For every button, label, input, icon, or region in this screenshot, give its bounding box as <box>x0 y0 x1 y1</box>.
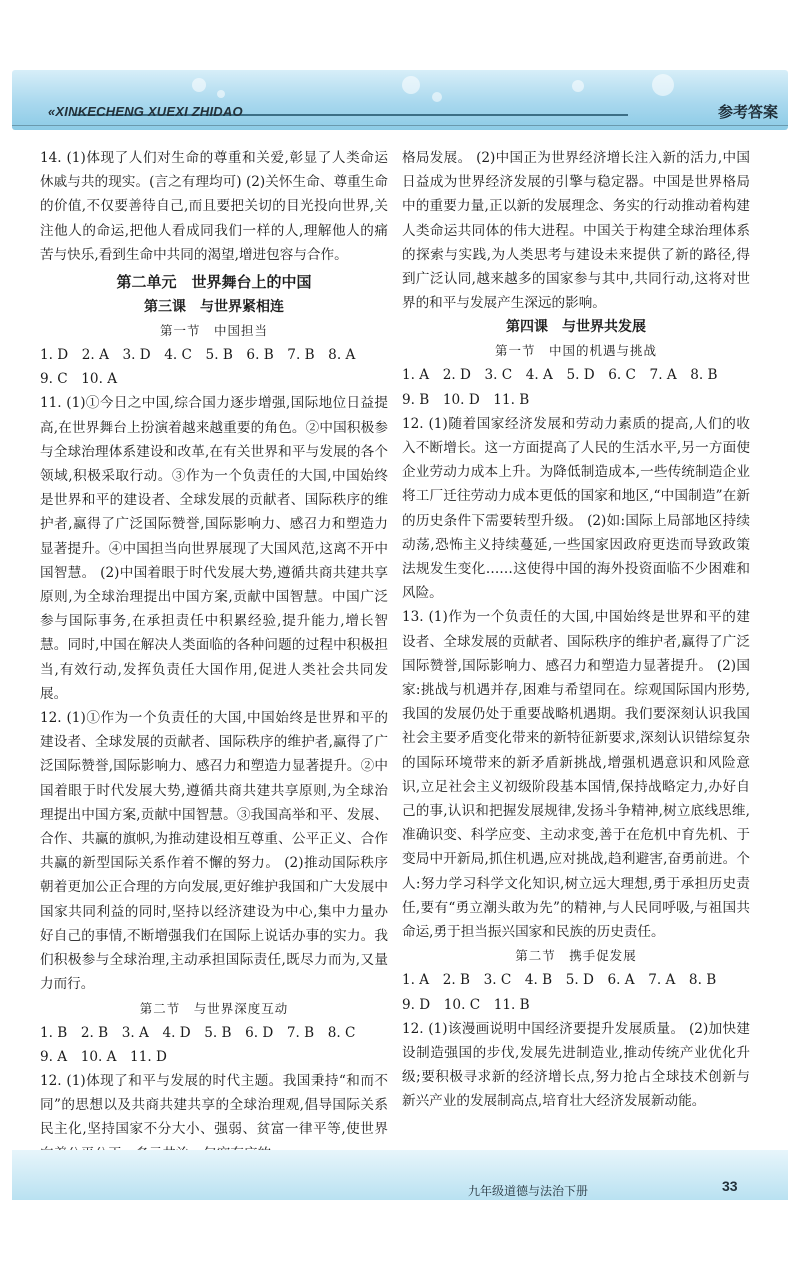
answer-columns <box>40 146 770 1146</box>
answer-q12: 12. (1)随着国家经济发展和劳动力素质的提高,人们的收入不断增长。这一方面提高了人民的生活水平,另一方面使企业劳动力成本上升。为降低制造成本,一些传统制造企业将工厂迁往劳动力成本更低的国家和地区,“中国制造”在新的历史条件下需要转型升级。 (2)如:国际上局部地区持续动荡,恐怖主义持续蔓延,一些国家因政府更迭而导致政策法规发生变化……这使得中国的海外投资面临不少困难和风险。 <box>402 415 750 602</box>
answer-q14: 14. (1)体现了人们对生命的尊重和关爱,彰显了人类命运休戚与共的现实。(言之有理均可) (2)关怀生命、尊重生命的价值,不仅要善待自己,而且要把关切的目光投向世界,关注他人的命运,把他人看成同我们一样的人,理解他人的痛苦与快乐,看到生命中共同的渴望,增进包容与合作。 <box>40 150 388 263</box>
choice-answers: 9. D 10. C 11. B <box>402 996 530 1013</box>
choice-answers: 1. D 2. A 3. D 4. C 5. B 6. B 7. B 8. A <box>40 347 356 364</box>
page-number: 33 <box>722 1178 738 1194</box>
series-brand: «XINKECHENG XUEXI ZHIDAO <box>48 104 243 119</box>
decorative-bubble <box>192 78 206 92</box>
right-column <box>402 146 750 1114</box>
decorative-bubble <box>432 92 442 102</box>
answer-q13: 13. (1)作为一个负责任的大国,中国始终是世界和平的建设者、全球发展的贡献者、国际秩序的维护者,赢得了广泛国际赞誉,国际影响力、感召力和塑造力显著提升。 (2)国家:挑战与机遇并存,困难与希望同在。综观国际国内形势,我国的发展仍处于重要战略机遇期。我们要深刻认识我国社会主要矛盾变化带来的新特征新要求,深刻认识错综复杂的国际环境带来的新矛盾新挑战,增强机遇意识和风险意识,立足社会主义初级阶段基本国情,保持战略定力,办好自己的事,认识和把握发展规律,发扬斗争精神,树立底线思维,准确识变、科学应变、主动求变,善于在危机中育先机、于变局中开新局,抓住机遇,应对挑战,趋利避害,奋勇前进。个人:努力学习科学文化知识,树立远大理想,勇于承担历史责任,要有“勇立潮头敢为先”的精神,与人民同呼吸,与祖国共命运,勇于担当振兴国家和民族的历史责任。 <box>402 609 750 941</box>
decorative-bubble <box>217 90 225 98</box>
answer-continuation: 格局发展。 (2)中国正为世界经济增长注入新的活力,中国日益成为世界经济发展的引擎与稳定器。中国是世界格局中的重要力量,正以新的发展理念、务实的行动推动着构建人类命运共同体的伟大进程。中国关于构建全球治理体系的探索与实践,为人类思考与建设未来提供了新的路径,得到广泛认同,越来越多的国家参与其中,共同行动,这将对世界的和平与发展产生深远的影响。 <box>402 150 750 312</box>
section-title: 第一节 中国担当 <box>159 323 268 339</box>
choice-answers: 9. C 10. A <box>40 371 118 388</box>
unit-title: 第二单元 世界舞台上的中国 <box>116 273 312 292</box>
header-bottom-rule <box>12 125 788 126</box>
choice-answers: 9. B 10. D 11. B <box>402 391 530 408</box>
choice-answers: 9. A 10. A 11. D <box>40 1048 167 1065</box>
answer-q12: 12. (1)该漫画说明中国经济要提升发展质量。 (2)加快建设制造强国的步伐,发展先进制造业,推动传统产业优化升级;要积极寻求新的经济增长点,努力抢占全球技术创新与新兴产业的发展制高点,培育壮大经济发展新动能。 <box>402 1020 750 1110</box>
page-header-banner <box>12 70 788 130</box>
choice-answers: 1. A 2. B 3. C 4. B 5. D 6. A 7. A 8. B <box>402 972 717 989</box>
answer-q11: 11. (1)①今日之中国,综合国力逐步增强,国际地位日益提高,在世界舞台上扮演着越来越重要的角色。②中国积极参与全球治理体系建设和改革,在有关世界和平与发展的各个领域,积极采取行动。③作为一个负责任的大国,中国始终是世界和平的建设者、全球发展的贡献者、国际秩序的维护者,赢得了广泛国际赞誉,国际影响力、感召力和塑造力显著提升。④中国担当向世界展现了大国风范,这离不开中国智慧。 (2)中国着眼于时代发展大势,遵循共商共建共享原则,为全球治理提出中国方案,贡献中国智慧。中国广泛参与国际事务,在承担责任中积累经验,提升能力,增长智慧。同时,中国在解决人类面临的各种问题的过程中积极担当,有效行动,发挥负责任大国作用,促进人类社会共同发展。 <box>40 395 388 702</box>
section-title: 第一节 中国的机遇与挑战 <box>494 343 657 359</box>
choice-answers: 1. A 2. D 3. C 4. A 5. D 6. C 7. A 8. B <box>402 367 718 384</box>
lesson-title: 第三课 与世界紧相连 <box>144 299 284 316</box>
decorative-bubble <box>572 80 584 92</box>
decorative-bubble <box>652 74 674 96</box>
book-label: 九年级道德与法治下册 <box>468 1184 589 1198</box>
left-column <box>40 146 388 1166</box>
choice-answers: 1. B 2. B 3. A 4. D 5. B 6. D 7. B 8. C <box>40 1024 356 1041</box>
page-footer-band <box>12 1150 788 1200</box>
section-title: 第二节 携手促发展 <box>515 948 637 964</box>
answer-key-label: 参考答案 <box>717 103 778 121</box>
section-title: 第二节 与世界深度互动 <box>139 1000 289 1016</box>
answer-q12: 12. (1)①作为一个负责任的大国,中国始终是世界和平的建设者、全球发展的贡献者、国际秩序的维护者,赢得了广泛国际赞誉,国际影响力、感召力和塑造力显著提升。②中国着眼于时代发展大势,遵循共商共建共享原则,为全球治理提出中国方案,贡献中国智慧。③我国高举和平、发展、合作、共赢的旗帜,为推动建设相互尊重、公平正义、合作共赢的新型国际关系作着不懈的努力。 (2)推动国际秩序朝着更加公正合理的方向发展,更好维护我国和广大发展中国家共同利益的同时,坚持以经济建设为中心,集中力量办好自己的事情,不断增强我们在国际上说话办事的实力。我们积极参与全球治理,主动承担国际责任,既尽力而为,又量力而行。 <box>40 710 388 993</box>
lesson-title: 第四课 与世界共发展 <box>506 319 646 336</box>
answer-q12: 12. (1)体现了和平与发展的时代主题。我国秉持“和而不同”的思想以及共商共建共享的全球治理观,倡导国际关系民主化,坚持国家不分大小、强弱、贫富一律平等,使世界 <box>40 1072 388 1138</box>
decorative-bubble <box>402 76 420 94</box>
